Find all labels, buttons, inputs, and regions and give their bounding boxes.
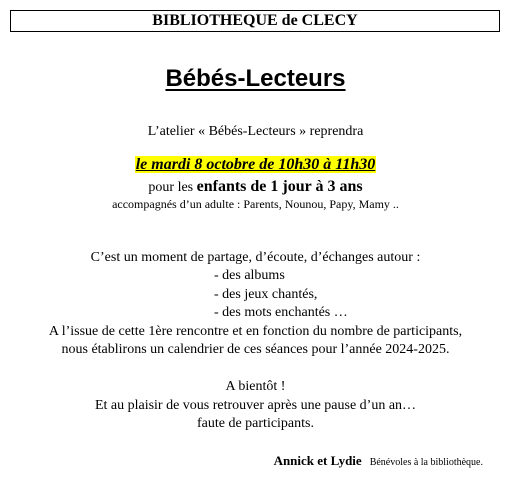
library-name: BIBLIOTHEQUE de CLECY (152, 12, 358, 29)
issue-text-line-2: nous établirons un calendrier de ces séances pour l’année 2024-2025. (61, 342, 450, 357)
signature-names: Annick et Lydie (273, 453, 362, 468)
accompanied-text: accompagnés d’un adulte : Parents, Nounou, Papy, Mamy .. (112, 197, 399, 211)
audience-prefix: pour les (148, 180, 197, 195)
moment-text: C’est un moment de partage, d’écoute, d’échanges autour : (90, 250, 421, 265)
page-title (0, 64, 511, 94)
closing-reason: faute de participants. (196, 416, 314, 431)
closing-message: Et au plaisir de vous retrouver après une pause d’un an… (94, 398, 417, 413)
closing-greeting: A bientôt ! (225, 379, 286, 394)
library-header (10, 10, 500, 32)
list-item: - des albums (214, 268, 285, 283)
event-date (0, 155, 511, 175)
issue-text-line-1: A l’issue de cette 1ère rencontre et en fonction du nombre de participants, (48, 324, 463, 339)
audience-age: enfants de 1 jour à 3 ans (196, 178, 363, 195)
page-title-text: Bébés-Lecteurs (165, 65, 346, 92)
audience-text (0, 178, 511, 197)
list-item: - des jeux chantés, (214, 287, 318, 302)
event-date-highlight: le mardi 8 octobre de 10h30 à 11h30 (135, 156, 376, 173)
intro-text: L’atelier « Bébés-Lecteurs » reprendra (147, 124, 364, 139)
list-item: - des mots enchantés … (214, 305, 348, 320)
signature-role: Bénévoles à la bibliothèque. (369, 457, 483, 468)
signature (274, 452, 483, 470)
